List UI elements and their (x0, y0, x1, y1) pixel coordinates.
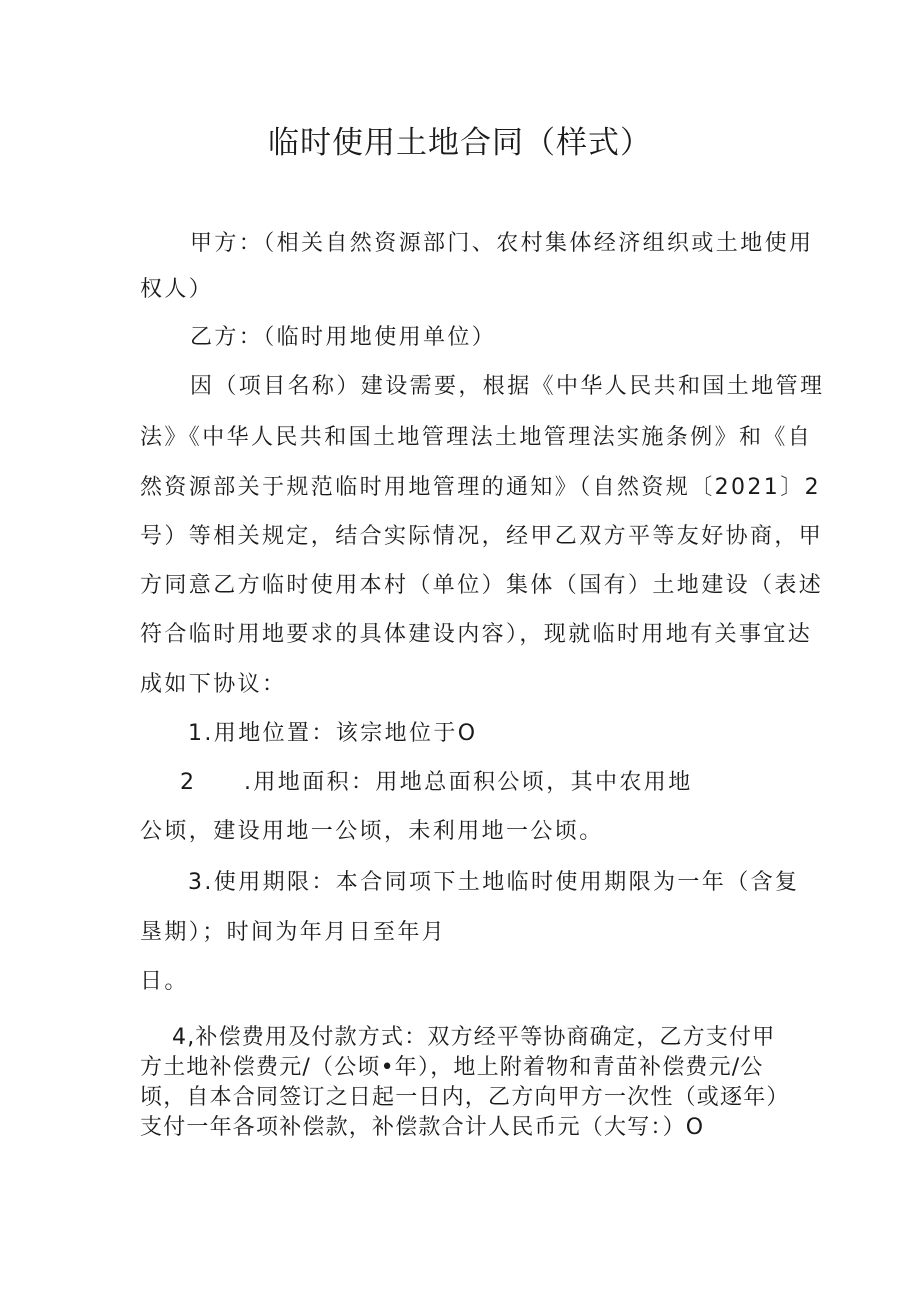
clause-4-line-4: 支付一年各项补偿款，补偿款合计人民币元（大写：）O (140, 1115, 705, 1140)
preamble-line-3: 然资源部关于规范临时用地管理的通知》（自然资规〔2021〕2 (140, 475, 821, 500)
preamble-line-5: 方同意乙方临时使用本村（单位）集体（国有）土地建设（表述 (140, 573, 824, 598)
clause-2-line-2: 公顷，建设用地一公顷，未利用地一公顷。 (140, 819, 604, 844)
document-title: 临时使用土地合同（样式） (268, 125, 652, 161)
clause-2-line-1: .用地面积：用地总面积公顷，其中农用地 (244, 770, 693, 795)
party-b-line: 乙方：（临时用地使用单位） (190, 325, 497, 350)
clause-3-line-3: 日。 (140, 969, 189, 994)
preamble-line-7: 成如下协议： (140, 672, 287, 697)
clause-3-line-1: 3.使用期限：本合同项下土地临时使用期限为一年（含复 (188, 870, 800, 895)
clause-4-line-3: 顷，自本合同签订之日起一日内，乙方向甲方一次性（或逐年） (140, 1085, 790, 1110)
party-a-line-2: 权人） (140, 277, 214, 302)
clause-1-line: 1.用地位置：该宗地位于O (188, 721, 478, 746)
clause-3-line-2: 垦期）；时间为年月日至年月 (140, 920, 447, 945)
preamble-line-2: 法》《中华人民共和国土地管理法土地管理法实施条例》和《自 (140, 425, 813, 450)
preamble-line-6: 符合临时用地要求的具体建设内容），现就临时用地有关事宜达 (140, 622, 813, 647)
preamble-line-4: 号）等相关规定，结合实际情况，经甲乙双方平等友好协商，甲 (140, 524, 824, 549)
clause-4-line-2: 方土地补偿费元/（公顷•年），地上附着物和青苗补偿费元/公 (140, 1055, 764, 1080)
party-a-line-1: 甲方：（相关自然资源部门、农村集体经济组织或土地使用 (190, 231, 814, 256)
clause-2-number: 2 (180, 770, 197, 795)
preamble-line-1: 因（项目名称）建设需要，根据《中华人民共和国土地管理 (190, 374, 825, 399)
clause-4-line-1: 4,补偿费用及付款方式：双方经平等协商确定，乙方支付甲 (172, 1025, 776, 1050)
